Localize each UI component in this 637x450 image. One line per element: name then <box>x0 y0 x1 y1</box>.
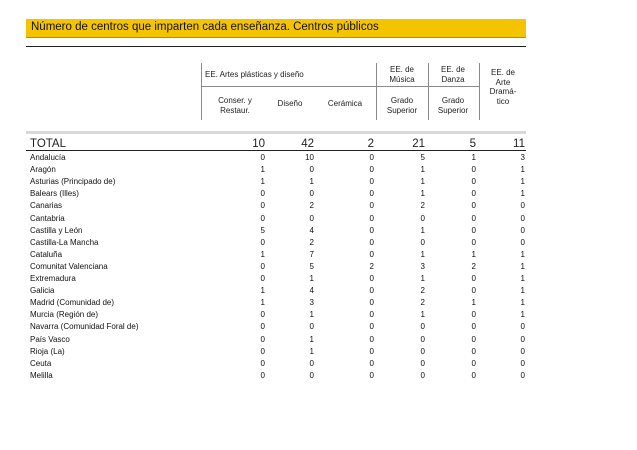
total-value: 11 <box>513 138 525 150</box>
row-value: 1 <box>520 261 525 271</box>
row-value: 0 <box>520 201 525 211</box>
row-value: 0 <box>520 322 525 332</box>
row-label: Melilla <box>30 370 53 380</box>
table-row <box>26 370 526 382</box>
row-value: 0 <box>520 225 525 235</box>
row-value: 5 <box>420 153 425 162</box>
row-value: 0 <box>369 298 374 308</box>
row-value: 0 <box>369 177 374 187</box>
col-header-conser-restaur: Conser. y Restaur. <box>218 96 252 115</box>
row-value: 0 <box>369 237 374 247</box>
row-value: 0 <box>471 165 476 175</box>
table-row <box>26 285 526 297</box>
row-value: 0 <box>260 213 265 223</box>
row-value: 1 <box>309 310 314 320</box>
row-value: 0 <box>369 153 374 162</box>
row-label: Castilla-La Mancha <box>30 237 99 247</box>
row-value: 0 <box>471 310 476 320</box>
row-label: Murcia (Región de) <box>30 310 99 320</box>
row-value: 0 <box>260 358 265 368</box>
row-value: 4 <box>309 286 314 296</box>
total-value: 10 <box>252 138 265 150</box>
table-row <box>26 225 526 237</box>
row-value: 0 <box>520 237 525 247</box>
row-value: 0 <box>369 334 374 344</box>
row-value: 0 <box>520 346 525 356</box>
row-value: 0 <box>369 201 374 211</box>
col-header-musica-grado: Grado Superior <box>386 96 418 115</box>
row-value: 0 <box>369 286 374 296</box>
row-value: 0 <box>260 370 265 380</box>
row-value: 0 <box>520 334 525 344</box>
row-value: 0 <box>471 358 476 368</box>
row-value: 2 <box>420 298 425 308</box>
table-row <box>26 213 526 225</box>
row-value: 0 <box>369 370 374 380</box>
table-row <box>26 261 526 273</box>
row-value: 0 <box>369 346 374 356</box>
header-divider <box>376 63 377 120</box>
total-value: 5 <box>469 138 476 150</box>
row-value: 0 <box>420 322 425 332</box>
row-value: 1 <box>420 310 425 320</box>
row-value: 1 <box>420 274 425 283</box>
row-value: 0 <box>260 201 265 211</box>
header-rule <box>26 46 526 47</box>
row-value: 0 <box>471 274 476 283</box>
row-value: 0 <box>260 334 265 344</box>
row-value: 0 <box>260 189 265 199</box>
table-row <box>26 237 526 249</box>
row-value: 1 <box>420 189 425 199</box>
row-value: 0 <box>471 334 476 344</box>
header-divider <box>201 63 202 120</box>
row-value: 0 <box>369 322 374 332</box>
row-value: 0 <box>420 334 425 344</box>
row-value: 5 <box>309 261 314 271</box>
row-value: 1 <box>309 274 314 283</box>
row-label: Castilla y León <box>30 225 83 235</box>
row-value: 0 <box>471 177 476 187</box>
table-row <box>26 309 526 321</box>
group-header-danza: EE. de Danza <box>440 65 465 84</box>
row-value: 0 <box>471 322 476 332</box>
row-label: País Vasco <box>30 334 70 344</box>
row-value: 0 <box>369 213 374 223</box>
row-value: 0 <box>420 213 425 223</box>
row-label: Asturias (Principado de) <box>30 177 116 187</box>
table-row <box>26 200 526 212</box>
row-value: 0 <box>420 370 425 380</box>
row-value: 1 <box>309 346 314 356</box>
page-title: Número de centros que imparten cada enseñanza. Centros públicos <box>31 21 379 33</box>
row-value: 1 <box>420 249 425 259</box>
row-value: 10 <box>305 153 314 162</box>
row-value: 0 <box>471 225 476 235</box>
row-value: 0 <box>420 346 425 356</box>
total-value: 21 <box>412 138 425 150</box>
group-header-musica: EE. de Música <box>389 65 415 84</box>
table-row <box>26 249 526 261</box>
row-value: 0 <box>369 189 374 199</box>
total-label: TOTAL <box>30 138 66 150</box>
row-value: 1 <box>471 153 476 162</box>
row-value: 0 <box>471 237 476 247</box>
row-label: Galicia <box>30 286 55 296</box>
row-value: 2 <box>309 201 314 211</box>
total-value: 42 <box>301 138 314 150</box>
row-value: 2 <box>420 286 425 296</box>
table-row <box>26 321 526 333</box>
row-label: Aragón <box>30 165 56 175</box>
row-label: Canarias <box>30 201 63 211</box>
row-value: 0 <box>369 165 374 175</box>
table-row <box>26 358 526 370</box>
total-underline <box>26 150 526 151</box>
row-value: 2 <box>420 201 425 211</box>
row-value: 1 <box>520 274 525 283</box>
header-body-separator <box>26 131 526 134</box>
row-label: Ceuta <box>30 358 52 368</box>
table-row <box>26 346 526 358</box>
group-underline <box>377 86 428 87</box>
row-value: 1 <box>260 177 265 187</box>
row-value: 2 <box>369 261 374 271</box>
col-header-diseno: Diseño <box>277 99 303 108</box>
row-label: Balears (Illes) <box>30 189 79 199</box>
row-value: 0 <box>471 189 476 199</box>
row-value: 7 <box>309 249 314 259</box>
row-label: Andalucía <box>30 153 66 162</box>
row-value: 1 <box>520 165 525 175</box>
row-value: 0 <box>369 310 374 320</box>
row-value: 0 <box>520 213 525 223</box>
row-value: 1 <box>520 249 525 259</box>
row-value: 1 <box>309 334 314 344</box>
table-row <box>26 334 526 346</box>
row-value: 0 <box>471 286 476 296</box>
row-value: 0 <box>309 322 314 332</box>
row-value: 1 <box>420 165 425 175</box>
group-underline <box>429 86 479 87</box>
row-value: 1 <box>420 225 425 235</box>
table-row <box>26 164 526 176</box>
row-label: Comunitat Valenciana <box>30 261 108 271</box>
table-row <box>26 297 526 309</box>
row-label: Extremadura <box>30 274 76 283</box>
row-value: 2 <box>471 261 476 271</box>
row-value: 0 <box>471 201 476 211</box>
row-value: 0 <box>420 358 425 368</box>
row-value: 0 <box>260 237 265 247</box>
row-value: 0 <box>369 249 374 259</box>
row-value: 1 <box>471 298 476 308</box>
row-value: 0 <box>471 370 476 380</box>
row-value: 1 <box>260 298 265 308</box>
row-value: 1 <box>260 249 265 259</box>
row-value: 0 <box>260 310 265 320</box>
table-row <box>26 176 526 188</box>
col-header-ceramica: Cerámica <box>327 99 363 108</box>
row-value: 0 <box>369 225 374 235</box>
row-label: Rioja (La) <box>30 346 65 356</box>
row-value: 1 <box>471 249 476 259</box>
row-value: 0 <box>260 274 265 283</box>
row-label: Cataluña <box>30 249 63 259</box>
total-value: 2 <box>367 138 374 150</box>
table-row <box>26 188 526 200</box>
row-value: 1 <box>520 189 525 199</box>
table-row <box>26 152 526 164</box>
row-value: 1 <box>520 177 525 187</box>
header-divider <box>428 63 429 120</box>
row-value: 1 <box>520 298 525 308</box>
row-label: Cantabria <box>30 213 65 223</box>
row-value: 2 <box>309 237 314 247</box>
row-value: 0 <box>260 153 265 162</box>
group-header-artes: EE. Artes plásticas y diseño <box>205 70 304 79</box>
row-value: 0 <box>369 358 374 368</box>
row-value: 1 <box>260 286 265 296</box>
row-value: 0 <box>520 358 525 368</box>
row-value: 1 <box>420 177 425 187</box>
row-value: 3 <box>520 153 525 162</box>
row-value: 0 <box>471 213 476 223</box>
title-bar <box>26 19 526 38</box>
row-value: 1 <box>520 286 525 296</box>
row-value: 3 <box>309 298 314 308</box>
col-header-danza-grado: Grado Superior <box>437 96 469 115</box>
row-value: 0 <box>260 261 265 271</box>
row-value: 3 <box>420 261 425 271</box>
row-value: 1 <box>309 177 314 187</box>
row-value: 0 <box>369 274 374 283</box>
row-value: 4 <box>309 225 314 235</box>
row-value: 0 <box>260 322 265 332</box>
row-value: 1 <box>520 310 525 320</box>
row-value: 0 <box>309 165 314 175</box>
group-underline <box>201 86 376 87</box>
total-row <box>26 136 526 150</box>
row-value: 0 <box>309 370 314 380</box>
table-row <box>26 273 526 285</box>
row-label: Navarra (Comunidad Foral de) <box>30 322 139 332</box>
row-value: 1 <box>260 165 265 175</box>
row-label: Madrid (Comunidad de) <box>30 298 115 308</box>
row-value: 0 <box>471 346 476 356</box>
row-value: 0 <box>309 213 314 223</box>
row-value: 0 <box>309 189 314 199</box>
row-value: 0 <box>420 237 425 247</box>
row-value: 5 <box>260 225 265 235</box>
row-value: 0 <box>309 358 314 368</box>
row-value: 0 <box>520 370 525 380</box>
group-header-arte-dramatico: EE. de Arte Dramá- tico <box>489 68 517 106</box>
row-value: 0 <box>260 346 265 356</box>
header-divider <box>479 63 480 120</box>
